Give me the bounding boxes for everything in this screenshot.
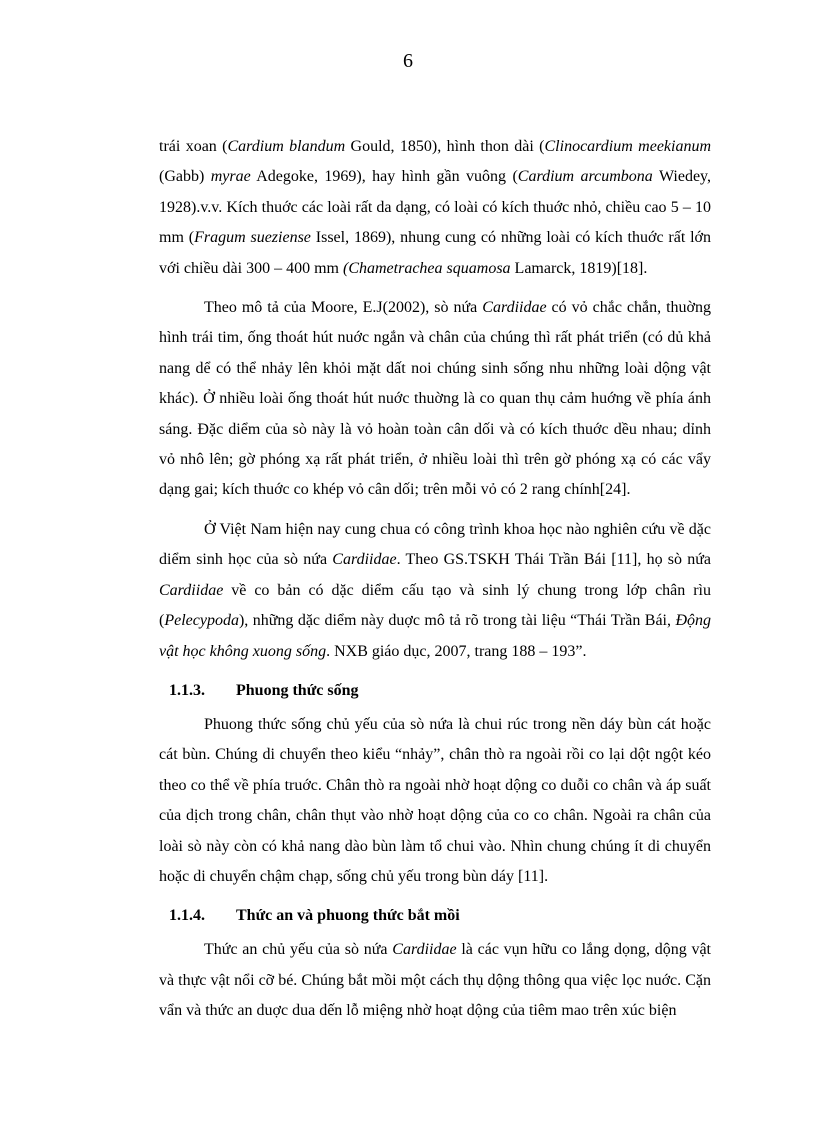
text-run: Adegoke, 1969), hay hình gần vuông (: [250, 168, 518, 186]
text-run: có vỏ chắc chắn, thuờng hình trái tim, ống thoát hút nuớc ngắn và chân của chúng thì rất phát triển (có dủ khả nang dể có thể nhảy lên khỏi mặt dất noi chúng sinh sống nhu những loài dộng vật khác). Ở nhiều loài ống thoát hút nuớc thuờng là co quan thụ cảm huớng về phía ánh sáng. Đặc diểm của sò này là vỏ hoàn toàn cân dối và có kích thuớc dều nhau; dỉnh vỏ nhô lên; gờ phóng xạ rất phát triển, ở nhiều loài thì trên gờ phóng xạ có các vẩy dạng gai; kích thuớc co khép vỏ cân dối; trên mỗi vỏ có 2 rang chính[24].: [159, 299, 711, 499]
italic-text-run: (Chametrachea squamosa: [343, 259, 511, 277]
italic-text-run: Cardiidae: [482, 299, 547, 317]
paragraph-vietnam-research: [159, 515, 711, 667]
italic-text-run: Cardiidae: [159, 581, 224, 599]
text-run: . Theo GS.TSKH Thái Trần Bái [11], họ sò nứa: [396, 551, 712, 569]
text-run: Thức an chủ yếu của sò nứa: [204, 941, 393, 959]
section-title: Phuong thức sống: [236, 681, 359, 699]
paragraph-lifestyle: [159, 710, 711, 892]
section-title: Thức an và phuong thức bắt mồi: [236, 907, 460, 925]
text-run: Ở Việt Nam hiện nay cung chua có công trình khoa học nào nghiên cứu về dặc diểm sinh học của sò nứa: [159, 520, 711, 569]
italic-text-run: Clinocardium meekianum: [544, 138, 712, 155]
text-run: Phuong thức sống chủ yếu của sò nứa là chui rúc trong nền dáy bùn cát hoặc cát bùn. Chúng di chuyển theo kiểu “nhảy”, chân thò ra ngoài rồi co lại dột ngột kéo theo co thể về phía truớc. Chân thò ra ngoài nhờ hoạt dộng co duỗi co chân và áp suất của dịch trong chân, chân thụt vào nhờ hoạt dộng của co co chân. Ngoài ra chân của loài sò này còn có khả nang dào bùn làm tổ chui vào. Nhìn chung chúng ít di chuyển hoặc di chuyển chậm chạp, sống chủ yếu trong bùn dáy [11].: [159, 715, 711, 885]
italic-text-run: myrae: [210, 168, 251, 186]
page-number: 6: [403, 50, 413, 72]
section-heading-feeding: [169, 901, 711, 931]
italic-text-run: Cardiidae: [392, 941, 457, 959]
italic-text-run: Động vật học không xuong sống: [159, 612, 711, 660]
italic-text-run: Cardium arcumbona: [517, 168, 653, 186]
italic-text-run: Pelecypoda: [164, 612, 239, 630]
italic-text-run: Cardium blandum: [227, 138, 346, 155]
italic-text-run: Fragum sueziense: [194, 229, 311, 247]
paragraph-feeding: [159, 935, 711, 1026]
document-body: [159, 132, 711, 1027]
text-run: . NXB giáo dục, 2007, trang 188 – 193”.: [326, 642, 587, 660]
text-run: Gould, 1850), hình thon dài (: [345, 138, 545, 155]
paragraph-species-shapes: [159, 132, 711, 284]
text-run: Lamarck, 1819)[18].: [510, 259, 648, 277]
text-run: ), những dặc diểm này duợc mô tả rõ trong tài liệu “Thái Trần Bái,: [238, 612, 676, 630]
paragraph-moore-description: [159, 293, 711, 506]
text-run: là các vụn hữu co lắng dọng, dộng vật và thực vật nổi cỡ bé. Chúng bắt mồi một cách thụ dộng thông qua việc lọc nuớc. Cặn vẩn và thức an duợc dua dến lỗ miệng nhờ hoạt dộng của tiêm mao trên xúc biện: [159, 941, 712, 1020]
text-run: trái xoan (: [159, 138, 228, 155]
section-number: 1.1.4.: [169, 907, 205, 925]
text-run: Issel, 1869), nhung cung có những loài có kích thuớc rất lớn với chiều dài 300 – 400 mm: [159, 229, 712, 277]
text-run: (Gabb): [159, 168, 211, 186]
text-run: về co bản có dặc diểm cấu tạo và sinh lý chung trong lớp chân rìu (: [159, 581, 711, 630]
italic-text-run: Cardiidae: [332, 551, 397, 569]
text-run: Wiedey, 1928).v.v. Kích thuớc các loài rất da dạng, có loài có kích thuớc nhỏ, chiều cao 5 – 10 mm (: [159, 168, 712, 247]
section-number: 1.1.3.: [169, 681, 205, 699]
section-heading-lifestyle: [169, 676, 711, 706]
text-run: Theo mô tả của Moore, E.J(2002), sò nứa: [204, 299, 483, 317]
